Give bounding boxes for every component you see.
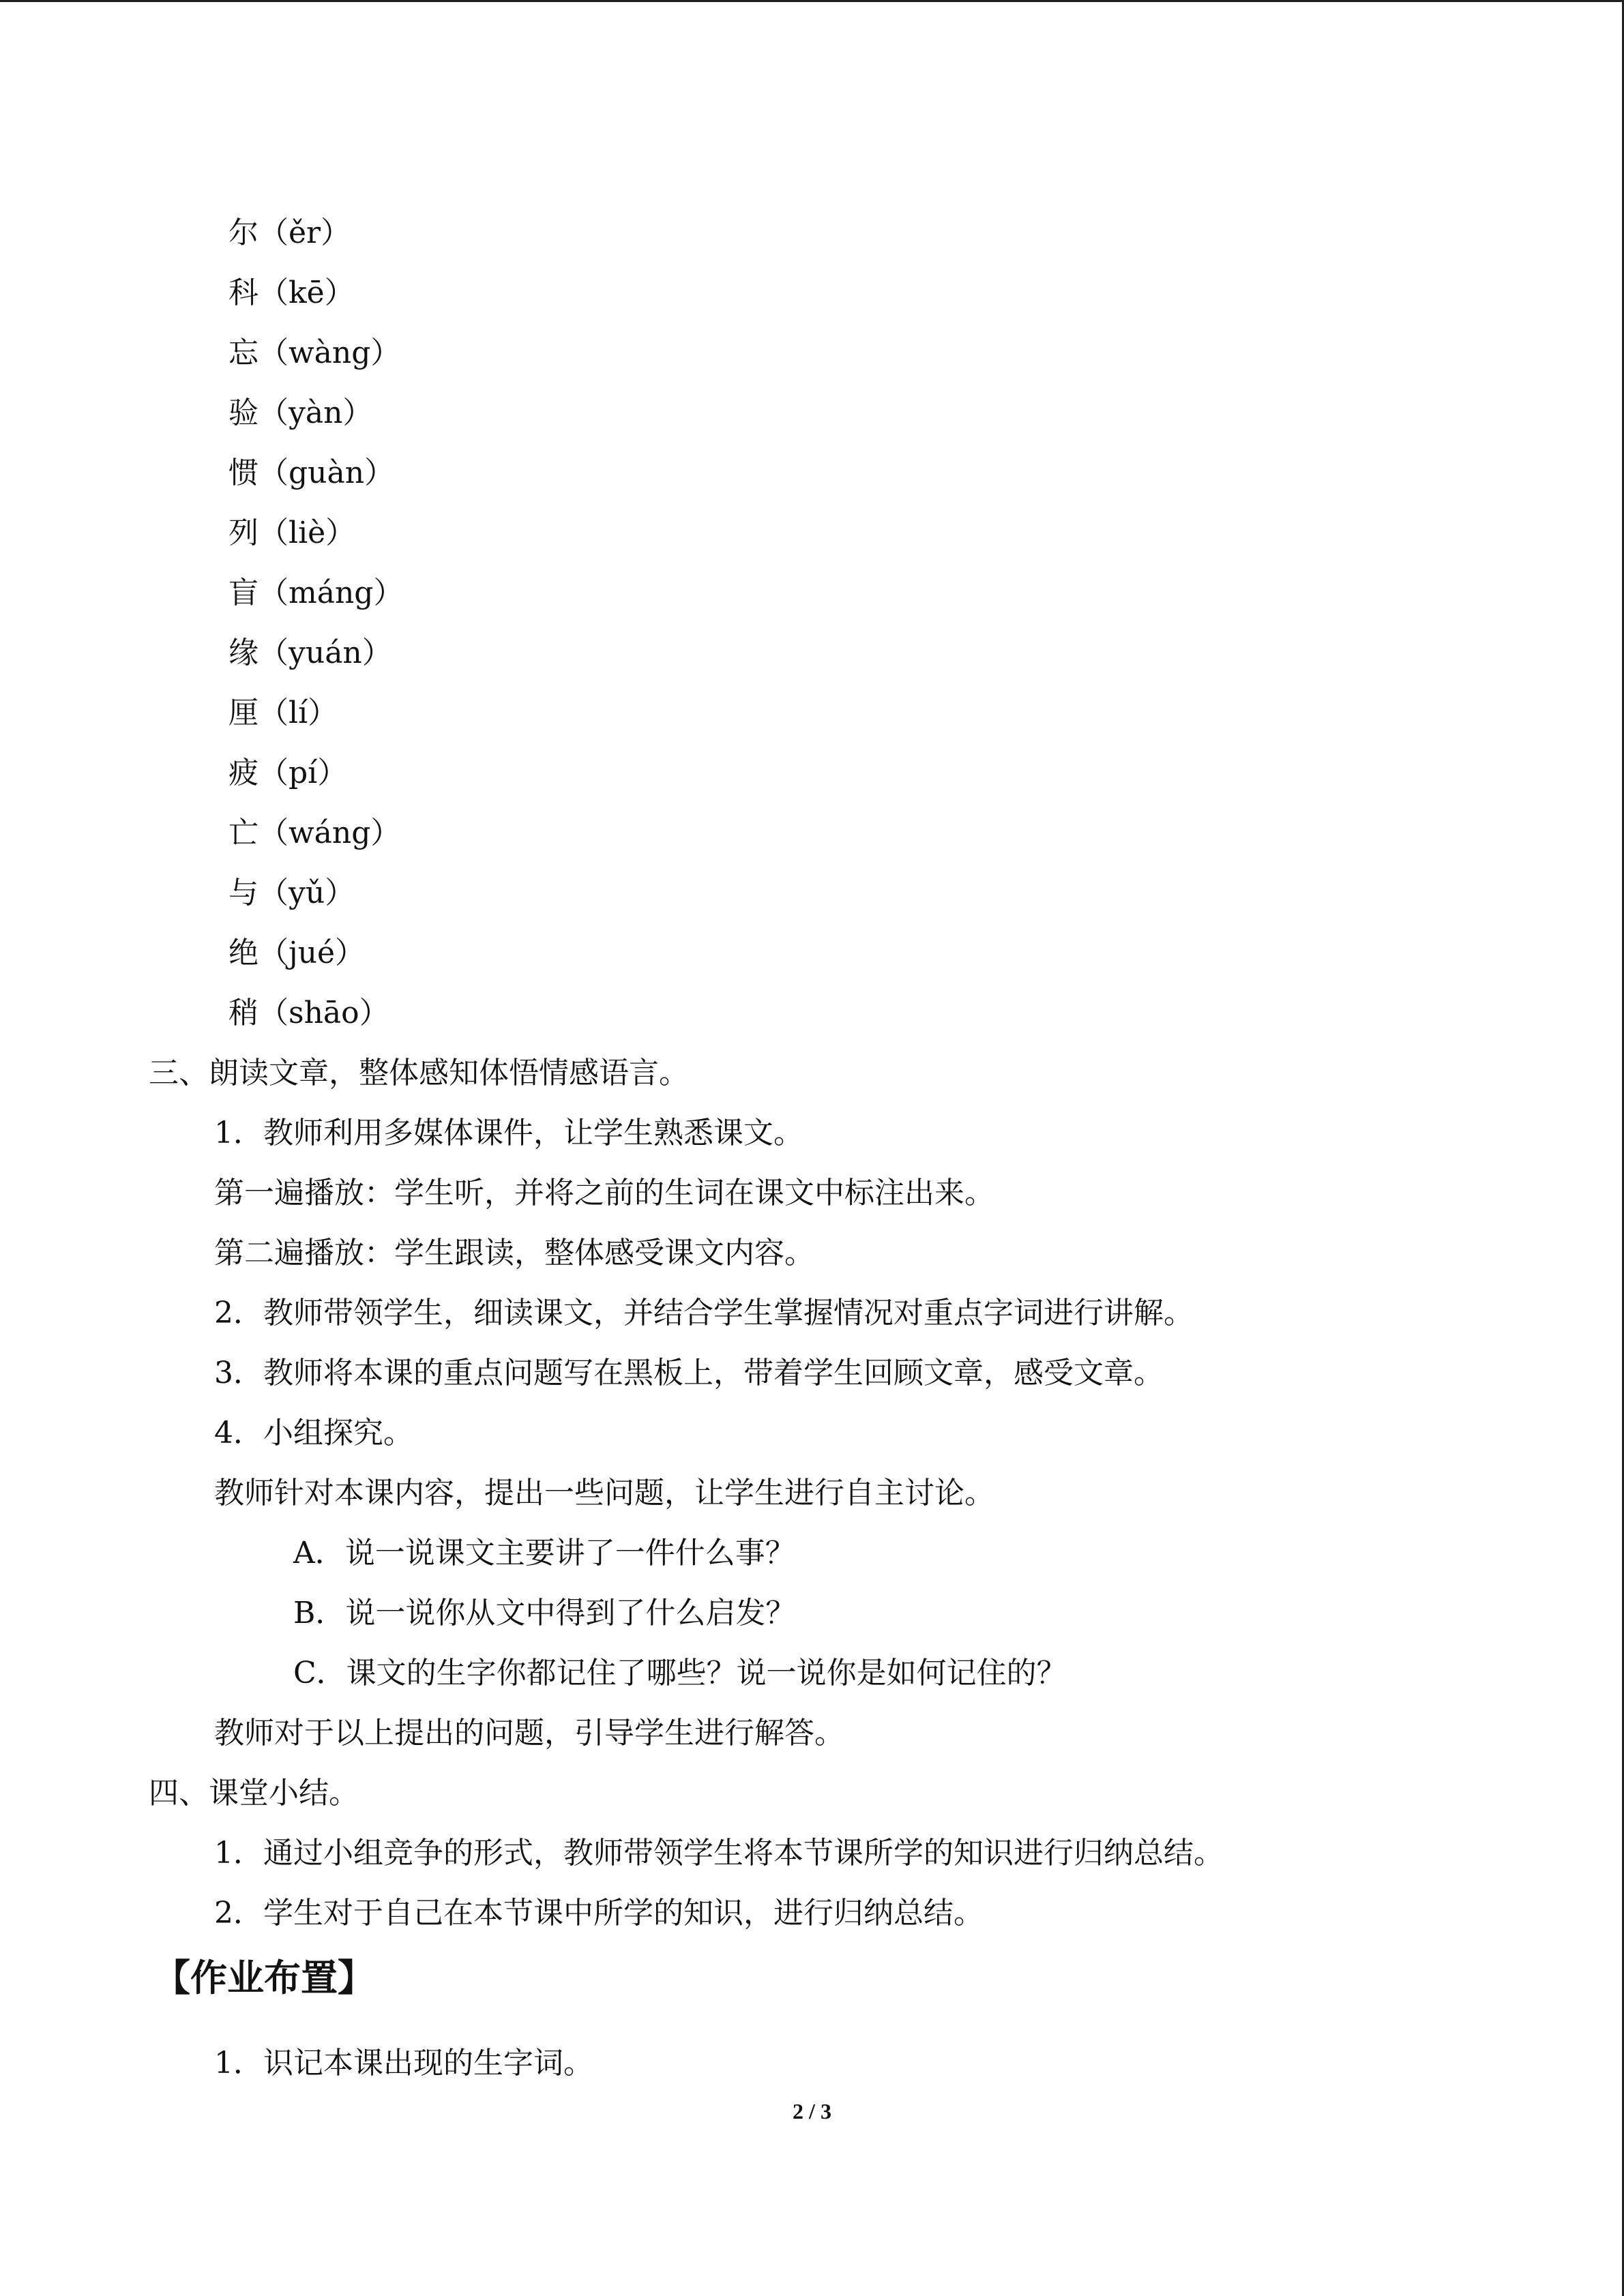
answer-guide: 教师对于以上提出的问题，引导学生进行解答。 — [214, 1716, 844, 1750]
question-a: A．说一说课文主要讲了一件什么事？ — [293, 1536, 795, 1570]
section-3-item-3: 3．教师将本课的重点问题写在黑板上，带着学生回顾文章，感受文章。 — [214, 1356, 1164, 1390]
second-playback: 第二遍播放：学生跟读，整体感受课文内容。 — [214, 1236, 814, 1270]
vocab-item: 缘（yuán） — [228, 636, 392, 670]
vocab-item: 尔（ěr） — [228, 215, 351, 250]
vocab-item: 稍（shāo） — [228, 996, 389, 1030]
section-4-item-2: 2．学生对于自己在本节课中所学的知识，进行归纳总结。 — [214, 1896, 984, 1930]
homework-item-1: 1．识记本课出现的生字词。 — [214, 2046, 593, 2081]
section-3-item-1: 1．教师利用多媒体课件，让学生熟悉课文。 — [214, 1116, 803, 1150]
vocab-item: 列（liè） — [228, 516, 356, 550]
vocab-item: 验（yàn） — [228, 396, 373, 430]
question-c: C．课文的生字你都记住了哪些？说一说你是如何记住的？ — [293, 1656, 1067, 1690]
vocab-item: 与（yǔ） — [228, 876, 355, 910]
page-number: 2 / 3 — [793, 2099, 831, 2123]
section-4-title: 四、课堂小结。 — [149, 1776, 359, 1810]
vocab-item: 亡（wáng） — [228, 816, 401, 850]
first-playback: 第一遍播放：学生听，并将之前的生词在课文中标注出来。 — [214, 1176, 994, 1210]
section-3-item-4: 4．小组探究。 — [214, 1416, 413, 1450]
question-b: B．说一说你从文中得到了什么启发？ — [293, 1596, 796, 1630]
vocab-item: 忘（wàng） — [228, 336, 401, 370]
vocab-item: 惯（guàn） — [228, 456, 395, 490]
discussion-intro: 教师针对本课内容，提出一些问题，让学生进行自主讨论。 — [214, 1476, 994, 1510]
section-3-item-2: 2．教师带领学生，细读课文，并结合学生掌握情况对重点字词进行讲解。 — [214, 1296, 1194, 1330]
vocab-item: 科（kē） — [228, 275, 355, 310]
vocab-item: 盲（máng） — [228, 576, 404, 610]
vocab-item: 绝（jué） — [228, 936, 366, 970]
vocab-item: 厘（lí） — [228, 696, 338, 730]
homework-heading: 【作业布置】 — [153, 1956, 374, 1999]
section-3-title: 三、朗读文章，整体感知体悟情感语言。 — [149, 1056, 689, 1090]
section-4-item-1: 1．通过小组竞争的形式，教师带领学生将本节课所学的知识进行归纳总结。 — [214, 1836, 1224, 1870]
vocab-item: 疲（pí） — [228, 756, 348, 790]
